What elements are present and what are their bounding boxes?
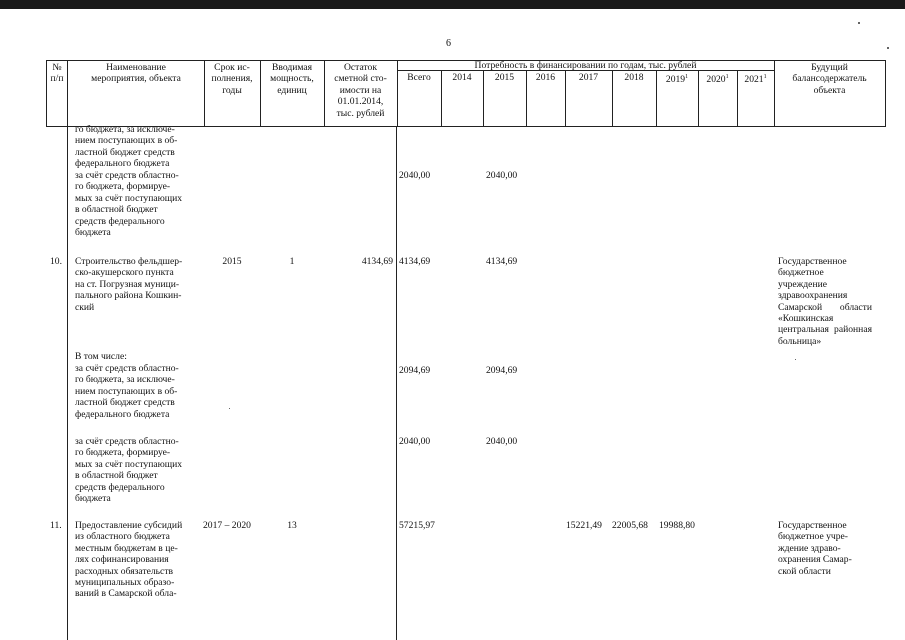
header-num: № п/п <box>50 62 64 85</box>
header-2017: 2017 <box>578 72 599 83</box>
cont-row-b-2015: 2040,00 <box>486 170 518 181</box>
row10-total: 4134,69 <box>399 256 431 267</box>
scan-speck <box>229 408 230 409</box>
header-holder: Будущий балансодержатель объекта <box>792 62 867 96</box>
header-2014: 2014 <box>452 72 472 83</box>
header-2016: 2016 <box>535 72 556 83</box>
cont-row-a-name: го бюджета, за исключе- нием поступающих в об- ластной бюджет средств федерального бюджета <box>75 124 178 170</box>
row11-holder: Государственное бюджетное учре- ждение здраво- охранения Самар- ской области <box>778 520 852 577</box>
row10-sub-a-total: 2094,69 <box>399 365 431 376</box>
header-2021: 2021$^1$ <box>744 74 767 86</box>
header-remainder: Остаток сметной сто- имости на 01.01.2014, тыс. рублей <box>334 62 387 119</box>
row11-2018: 22005,68 <box>612 520 648 531</box>
column-divider <box>396 126 397 640</box>
scan-top-border <box>0 0 905 9</box>
row10-sub-a-name: за счёт средств областно- го бюджета, за исключе- нием поступающих в об- ластной бюджет средств федерального бюджета <box>75 363 179 420</box>
row10-sub-b-total: 2040,00 <box>399 436 431 447</box>
header-2019: 2019$^1$ <box>665 74 689 86</box>
header-2020: 2020$^1$ <box>706 74 729 86</box>
row10-sub-b-2015: 2040,00 <box>486 436 518 447</box>
row11-2017: 15221,49 <box>566 520 602 531</box>
header-capacity: Вводимая мощность, единиц <box>270 62 314 96</box>
header-term: Срок ис- полнения, годы <box>211 62 253 96</box>
column-divider <box>67 126 68 640</box>
row11-capacity: 13 <box>287 520 297 531</box>
cont-row-b-total: 2040,00 <box>399 170 431 181</box>
row10-remainder: 4134,69 <box>361 256 393 267</box>
row10-term: 2015 <box>222 256 242 267</box>
header-2018: 2018 <box>624 72 644 83</box>
header-name: Наименование мероприятия, объекта <box>91 62 181 85</box>
row11-total: 57215,97 <box>399 520 435 531</box>
row10-capacity: 1 <box>289 256 295 267</box>
row10-sub-a-2015: 2094,69 <box>486 365 518 376</box>
row10-2015: 4134,69 <box>486 256 518 267</box>
row11-2019: 19988,80 <box>659 520 695 531</box>
row10-sub-b-name: за счёт средств областно- го бюджета, формируе- мых за счёт поступающих в областной бюджет средств федерального бюджета <box>75 436 183 505</box>
row11-num: 11. <box>50 520 62 531</box>
row10-holder: Государственное бюджетное учреждение здравоохранения Самарской области «Кошкинская центральная районная больница» <box>778 256 872 347</box>
row10-name: Строительство фельдшер- ско-акушерского пункта на ст. Погрузная муници- пального района Кошкин- ский <box>75 256 183 313</box>
row11-term: 2017 – 2020 <box>203 520 251 531</box>
header-total: Всего <box>407 72 431 83</box>
cont-row-b-name: за счёт средств областно- го бюджета, формируе- мых за счёт поступающих в областной бюджет средств федерального бюджета <box>75 170 183 239</box>
scan-speck <box>887 47 889 49</box>
scan-speck <box>858 22 860 24</box>
row10-num: 10. <box>50 256 62 267</box>
row11-name: Предоставление субсидий из областного бюджета местным бюджетам в це- лях софинансирования расходных обязательств муниципальных образо- ваний в Самарской обла- <box>75 520 183 600</box>
header-financing: Потребность в финансировании по годам, тыс. рублей <box>474 60 697 71</box>
header-2015: 2015 <box>494 72 515 83</box>
page-number: 6 <box>446 38 451 49</box>
row10-sub-intro: В том числе: <box>75 351 127 362</box>
scan-speck <box>795 359 796 360</box>
